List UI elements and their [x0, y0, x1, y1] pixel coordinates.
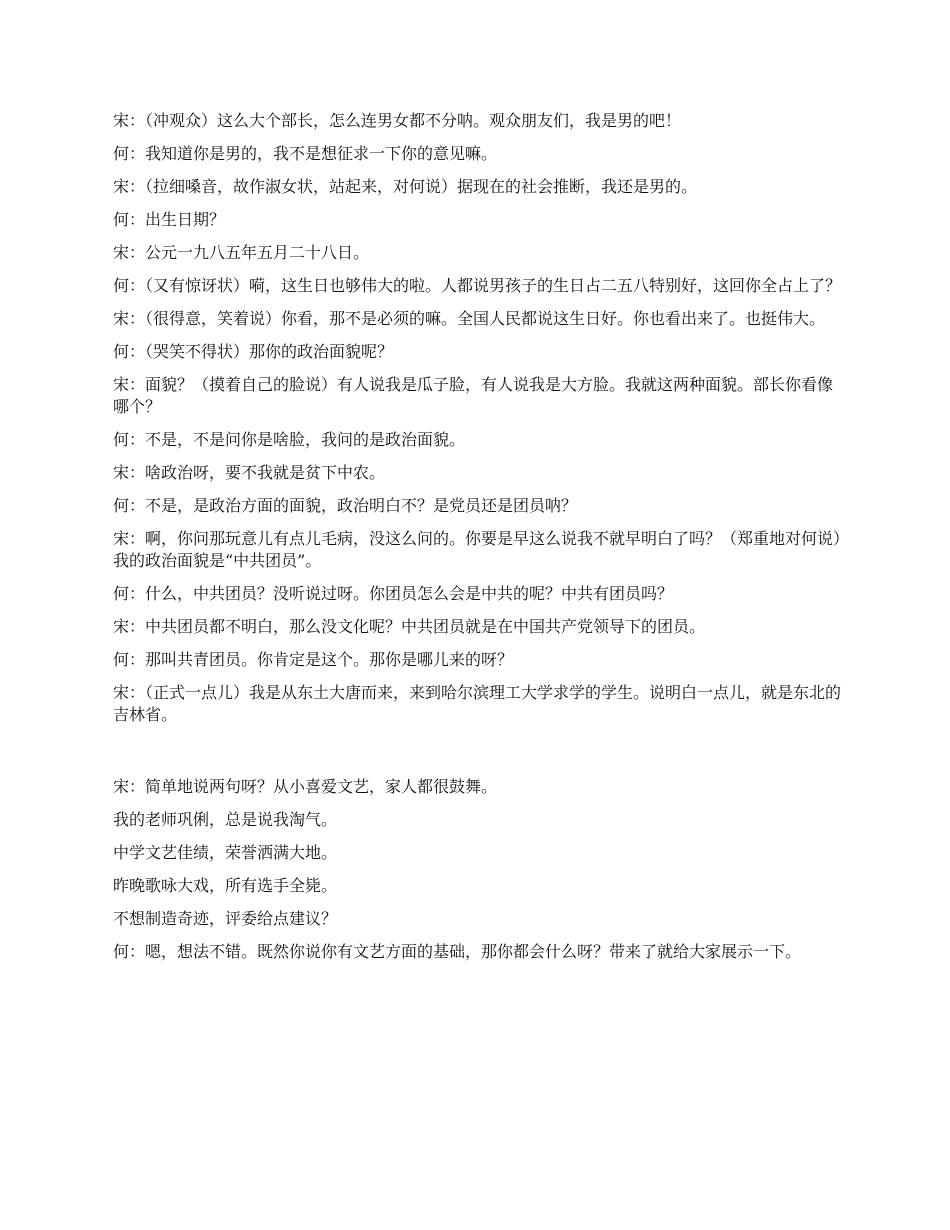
dialogue-line: 何：那叫共青团员。你肯定是这个。那你是哪儿来的呀？ [113, 650, 514, 669]
dialogue-line: 何：什么，中共团员？没听说过呀。你团员怎么会是中共的呢？中共有团员吗？ [113, 584, 674, 603]
dialogue-line: 何：（哭笑不得状）那你的政治面貌呢？ [113, 342, 394, 361]
dialogue-line: 何：不是，是政治方面的面貌，政治明白不？是党员还是团员呐？ [113, 496, 578, 515]
verse-line: 不想制造奇迹，评委给点建议？ [113, 909, 338, 928]
verse-line: 中学文艺佳绩，荣誉洒满大地。 [113, 843, 338, 862]
dialogue-line: 宋：（正式一点儿）我是从东土大唐而来，来到哈尔滨理工大学求学的学生。说明白一点儿，就是东北的吉林省。 [113, 683, 842, 724]
verse-line: 昨晚歌咏大戏，所有选手全毙。 [113, 876, 338, 895]
dialogue-line: 宋：（冲观众）这么大个部长，怎么连男女都不分呐。观众朋友们，我是男的吧！ [113, 111, 682, 130]
dialogue-line: 宋：（很得意，笑着说）你看，那不是必须的嘛。全国人民都说这生日好。你也看出来了。也挺伟大。 [113, 309, 826, 328]
dialogue-line: 何：不是，不是问你是啥脸，我问的是政治面貌。 [113, 430, 466, 449]
verse-line: 我的老师巩俐，总是说我淘气。 [113, 810, 338, 829]
dialogue-line: 宋：简单地说两句呀？从小喜爱文艺，家人都很鼓舞。 [113, 777, 498, 796]
dialogue-line: 何：（又有惊讶状）嗬，这生日也够伟大的啦。人都说男孩子的生日占二五八特别好，这回你全占上了？ [113, 276, 842, 295]
dialogue-line: 宋：啊，你问那玩意儿有点儿毛病，没这么问的。你要是早这么说我不就早明白了吗？（郑重地对何说）我的政治面貌是“中共团员”。 [113, 529, 842, 570]
dialogue-line: 宋：面貌？（摸着自己的脸说）有人说我是瓜子脸，有人说我是大方脸。我就这两种面貌。部长你看像哪个？ [113, 375, 834, 416]
dialogue-line: 何：嗯，想法不错。既然你说你有文艺方面的基础，那你都会什么呀？带来了就给大家展示一下。 [113, 942, 802, 961]
dialogue-line: 宋：中共团员都不明白，那么没文化呢？中共团员就是在中国共产党领导下的团员。 [113, 617, 706, 636]
dialogue-line: 宋：啥政治呀，要不我就是贫下中农。 [113, 463, 386, 482]
dialogue-line: 何：我知道你是男的，我不是想征求一下你的意见嘛。 [113, 144, 498, 163]
dialogue-line: 宋：公元一九八五年五月二十八日。 [113, 243, 370, 262]
dialogue-line: 何：出生日期？ [113, 210, 226, 229]
document-body [113, 110, 843, 974]
section-gap [113, 737, 843, 776]
dialogue-line: 宋：（拉细嗓音，故作淑女状，站起来，对何说）据现在的社会推断，我还是男的。 [113, 177, 698, 196]
